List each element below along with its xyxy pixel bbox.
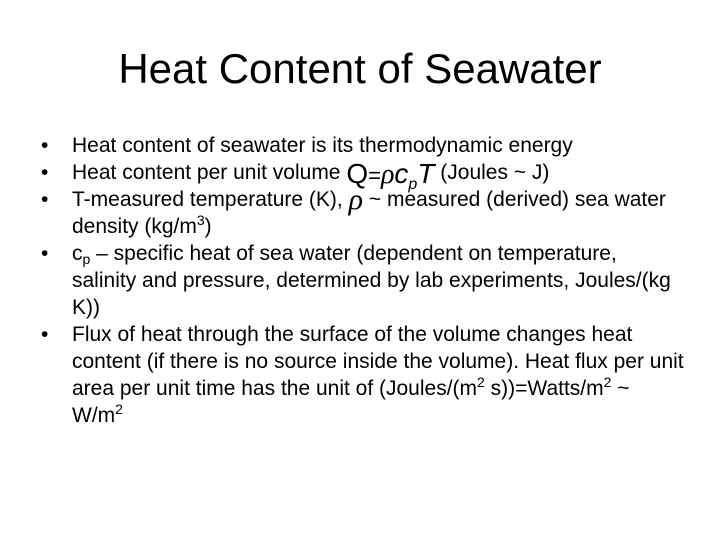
bullet-marker: • [41,161,49,184]
eq-q: Q [346,158,369,189]
subscript: p [82,251,91,267]
bullet-text: ~ measured (derived) sea water density (kg/m [72,188,666,238]
bullet-item [0,321,720,429]
bullet-text: – specific heat of sea water (dependent on temperature, salinity and pressure, determined by lab experiments, Joules/(kg K)) [72,242,671,319]
superscript: 2 [603,374,612,390]
superscript: 3 [196,212,205,228]
bullet-list [0,132,720,429]
bullet-marker: • [41,134,49,157]
bullet-text: c [72,242,83,265]
bullet-text: ) [204,215,212,238]
bullet-item [0,158,720,193]
bullet-item [0,132,720,159]
bullet-text: Heat content of seawater is its thermodynamic energy [72,134,573,157]
superscript: 2 [477,374,485,390]
bullet-marker: • [41,323,49,346]
bullet-item [0,240,720,321]
eq-p: p [408,176,418,193]
bullet-text: Flux of heat through the surface of the volume changes heat content (if there is no source inside the volume). Heat flux per unit area per unit time has the unit of (Joules/(m [72,323,684,400]
rho-symbol: ρ [348,183,364,216]
bullet-text: (Joules ~ J) [440,161,550,184]
eq-c: c [394,158,409,189]
slide-title: Heat Content of Seawater [118,45,602,92]
eq-rho: ρ [380,159,395,190]
bullet-text: ~ W/m [72,377,630,427]
bullet-text: T-measured temperature (K), [72,188,343,211]
bullet-marker: • [41,242,49,265]
bullet-item [0,183,720,240]
bullet-text: s))=Watts/m [484,377,604,400]
eq-t: T [417,158,435,189]
eq-equals: = [368,163,381,188]
bullet-marker: • [41,188,49,211]
superscript: 2 [115,401,123,417]
bullet-text: Heat content per unit volume [72,161,347,184]
